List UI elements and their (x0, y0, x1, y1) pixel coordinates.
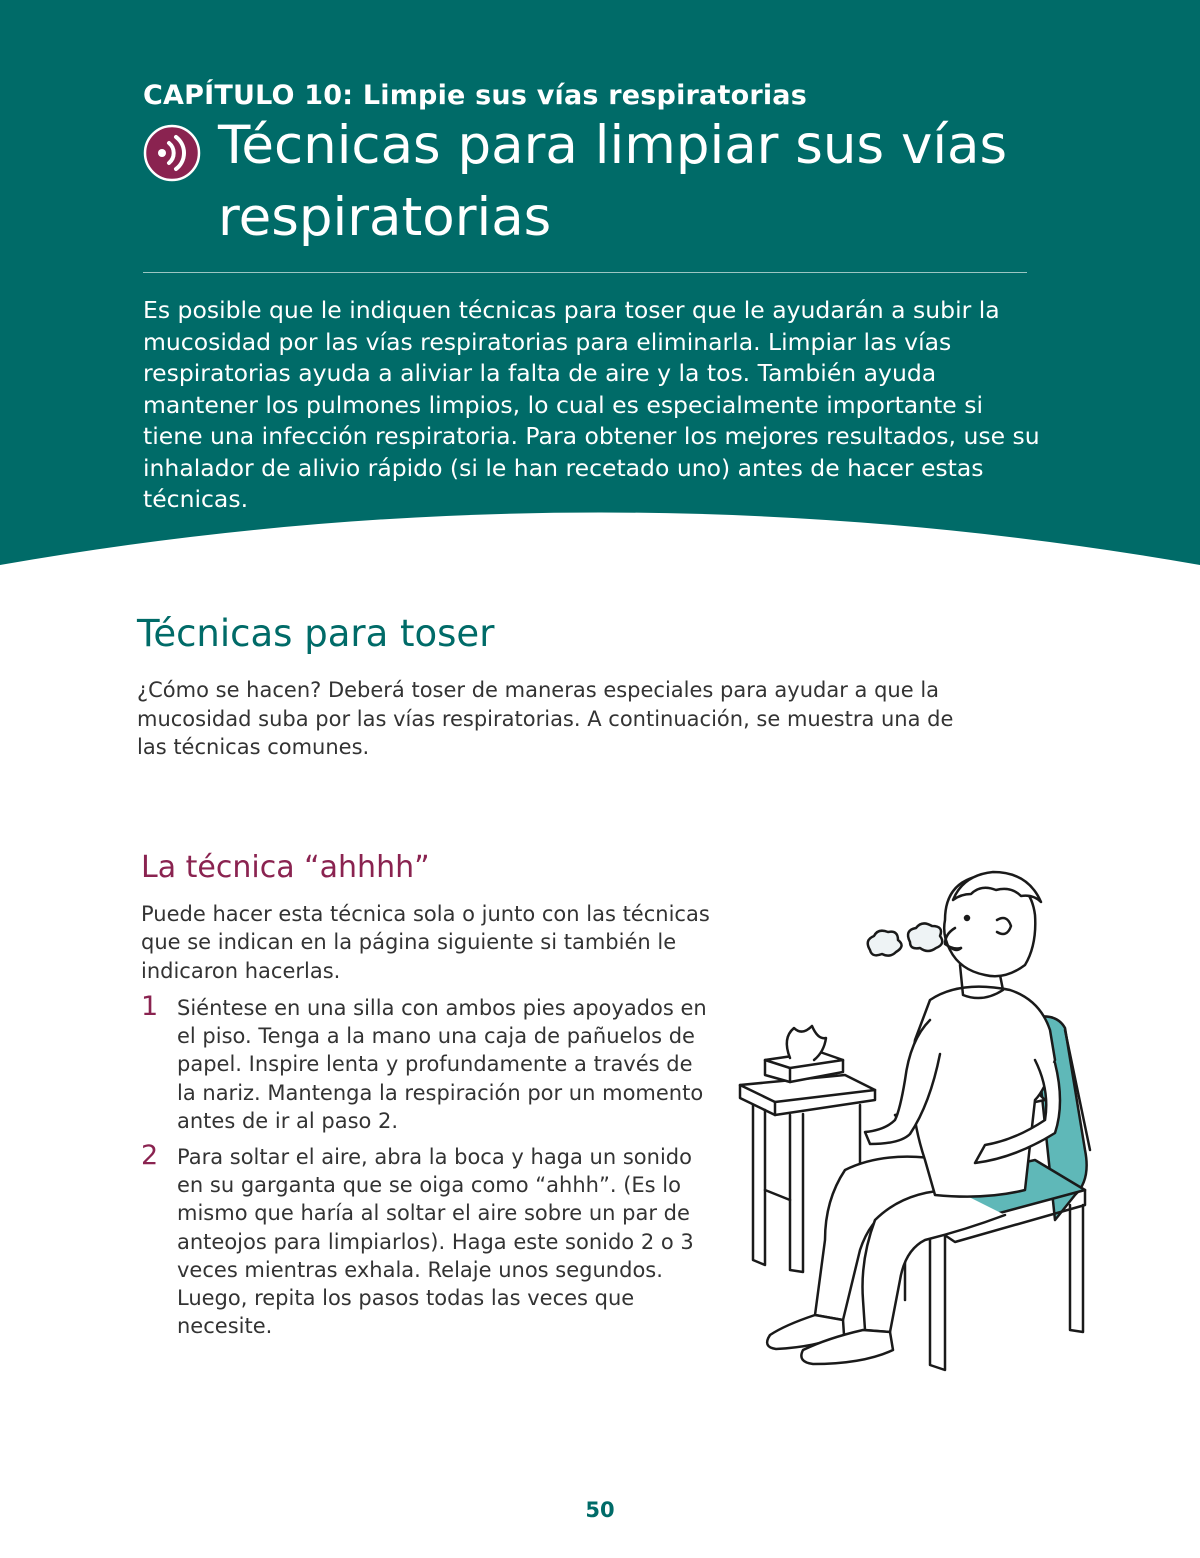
step-number: 1 (141, 991, 159, 1022)
breath-cloud-icon (868, 923, 943, 955)
step-item (141, 1140, 716, 1340)
page-number: 50 (585, 1498, 615, 1522)
section-title: Técnicas para toser (137, 612, 495, 655)
step-text: Siéntese en una silla con ambos pies apoyados en el piso. Tenga a la mano una caja de pañuelos de papel. Inspire lenta y profundamente a través de la nariz. Mantenga la respiración por un momento antes de ir al paso 2. (177, 996, 707, 1133)
step-text: Para soltar el aire, abra la boca y haga un sonido en su garganta que se oiga como “ahhh”. (Es lo mismo que haría al soltar el aire sobre un par de anteojos para limpiarlos). Haga este sonido 2 o 3 veces mientras exhala. Relaje unos segundos. Luego, repita los pasos todas las veces que necesite. (177, 1145, 694, 1339)
title-divider (143, 272, 1027, 273)
audio-waves-icon (143, 124, 201, 182)
step-number: 2 (141, 1140, 159, 1172)
intro-paragraph: Es posible que le indiquen técnicas para toser que le ayudarán a subir la mucosidad por las vías respiratorias para eliminarla. Limpiar las vías respiratorias ayuda a aliviar la falta de aire y la tos. También ayuda mantener los pulmones limpios, lo cual es especialmente importante si tiene una infección respiratoria. Para obtener los mejores resultados, use su inhalador de alivio rápido (si le han recetado uno) antes de hacer estas técnicas. (143, 296, 1040, 513)
person-sitting-illustration (735, 860, 1115, 1380)
steps-list (141, 991, 716, 1348)
technique-title: La técnica “ahhhh” (141, 850, 430, 885)
technique-body: Puede hacer esta técnica sola o junto con las técnicas que se indican en la página siguiente si también le indicaron hacerlas. (141, 902, 710, 983)
section-body: ¿Cómo se hacen? Deberá toser de maneras especiales para ayudar a que la mucosidad suba por las vías respiratorias. A continuación, se muestra una de las técnicas comunes. (137, 678, 954, 759)
chapter-label: CAPÍTULO 10: Limpie sus vías respiratorias (143, 80, 807, 111)
step-item (141, 991, 716, 1135)
page-title: Técnicas para limpiar sus vías respiratorias (218, 115, 1008, 248)
tissue-box (765, 1026, 843, 1082)
